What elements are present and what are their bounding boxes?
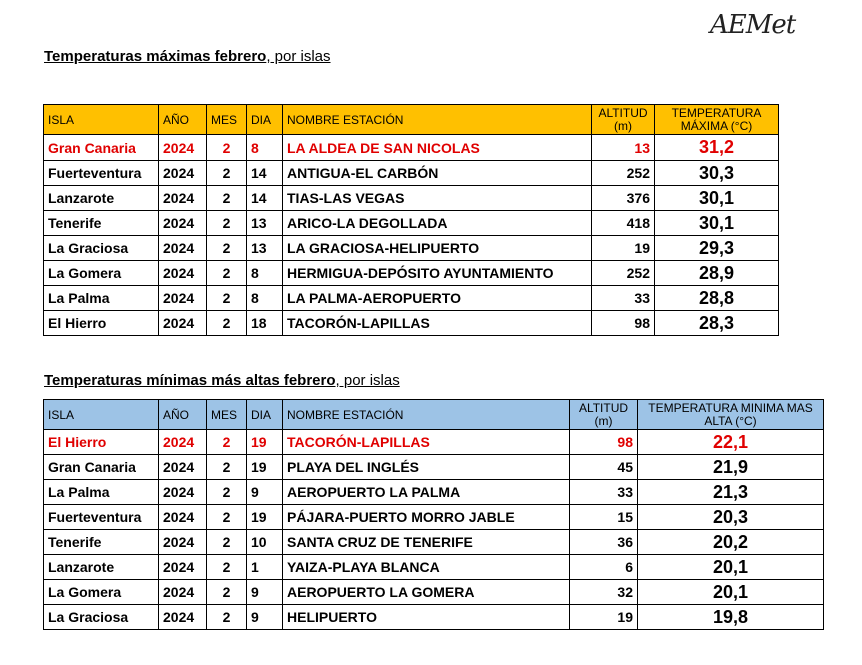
cell-dia: 8 (247, 135, 283, 161)
cell-temperatura: 30,3 (655, 161, 779, 186)
cell-estacion: YAIZA-PLAYA BLANCA (283, 555, 570, 580)
table-row (44, 135, 779, 161)
aemet-logo: AEMet (710, 10, 796, 40)
table-row (44, 480, 824, 505)
cell-altitud: 19 (592, 236, 655, 261)
table-row (44, 580, 824, 605)
cell-ano: 2024 (159, 261, 207, 286)
col-header-altitud: ALTITUD (m) (592, 105, 655, 135)
cell-isla: Tenerife (44, 530, 159, 555)
cell-mes: 2 (207, 135, 247, 161)
table-row (44, 186, 779, 211)
cell-mes: 2 (207, 286, 247, 311)
cell-ano: 2024 (159, 505, 207, 530)
cell-ano: 2024 (159, 480, 207, 505)
cell-dia: 14 (247, 161, 283, 186)
cell-estacion: ARICO-LA DEGOLLADA (283, 211, 592, 236)
cell-ano: 2024 (159, 455, 207, 480)
cell-mes: 2 (207, 530, 247, 555)
cell-dia: 1 (247, 555, 283, 580)
cell-estacion: TIAS-LAS VEGAS (283, 186, 592, 211)
cell-ano: 2024 (159, 186, 207, 211)
cell-dia: 14 (247, 186, 283, 211)
cell-mes: 2 (207, 211, 247, 236)
cell-isla: Gran Canaria (44, 455, 159, 480)
cell-isla: La Gomera (44, 261, 159, 286)
cell-altitud: 6 (570, 555, 638, 580)
cell-altitud: 252 (592, 261, 655, 286)
table-header-row (44, 105, 779, 135)
cell-altitud: 33 (592, 286, 655, 311)
cell-ano: 2024 (159, 286, 207, 311)
cell-mes: 2 (207, 505, 247, 530)
cell-altitud: 19 (570, 605, 638, 630)
col-header-dia: DIA (247, 400, 283, 430)
cell-mes: 2 (207, 161, 247, 186)
cell-ano: 2024 (159, 555, 207, 580)
cell-temperatura: 21,9 (638, 455, 824, 480)
cell-ano: 2024 (159, 236, 207, 261)
table-row (44, 211, 779, 236)
table-row (44, 605, 824, 630)
cell-mes: 2 (207, 186, 247, 211)
max-temperature-table (43, 104, 779, 336)
cell-mes: 2 (207, 580, 247, 605)
cell-ano: 2024 (159, 161, 207, 186)
cell-dia: 8 (247, 286, 283, 311)
cell-dia: 13 (247, 211, 283, 236)
table-row (44, 236, 779, 261)
cell-ano: 2024 (159, 530, 207, 555)
cell-dia: 9 (247, 580, 283, 605)
cell-altitud: 376 (592, 186, 655, 211)
cell-temperatura: 20,1 (638, 555, 824, 580)
cell-mes: 2 (207, 430, 247, 455)
cell-estacion: PÁJARA-PUERTO MORRO JABLE (283, 505, 570, 530)
cell-mes: 2 (207, 605, 247, 630)
cell-dia: 9 (247, 480, 283, 505)
cell-altitud: 32 (570, 580, 638, 605)
min-table-body (44, 430, 824, 630)
cell-altitud: 13 (592, 135, 655, 161)
cell-altitud: 45 (570, 455, 638, 480)
cell-dia: 10 (247, 530, 283, 555)
col-header-mes: MES (207, 105, 247, 135)
col-header-temperatura: TEMPERATURA MINIMA MAS ALTA (°C) (638, 400, 824, 430)
cell-mes: 2 (207, 555, 247, 580)
cell-temperatura: 20,1 (638, 580, 824, 605)
cell-dia: 13 (247, 236, 283, 261)
max-section-title: Temperaturas máximas febrero, por islas (44, 48, 331, 65)
cell-isla: El Hierro (44, 430, 159, 455)
table-row (44, 505, 824, 530)
col-header-temperatura: TEMPERATURA MÁXIMA (°C) (655, 105, 779, 135)
col-header-estacion: NOMBRE ESTACIÓN (283, 400, 570, 430)
table-row (44, 555, 824, 580)
table-header-row (44, 400, 824, 430)
cell-mes: 2 (207, 236, 247, 261)
col-header-mes: MES (207, 400, 247, 430)
cell-mes: 2 (207, 480, 247, 505)
table-row (44, 430, 824, 455)
cell-isla: La Graciosa (44, 236, 159, 261)
cell-mes: 2 (207, 311, 247, 336)
cell-isla: Tenerife (44, 211, 159, 236)
cell-dia: 9 (247, 605, 283, 630)
cell-isla: La Gomera (44, 580, 159, 605)
cell-estacion: AEROPUERTO LA GOMERA (283, 580, 570, 605)
cell-temperatura: 28,3 (655, 311, 779, 336)
cell-altitud: 33 (570, 480, 638, 505)
cell-estacion: HERMIGUA-DEPÓSITO AYUNTAMIENTO (283, 261, 592, 286)
cell-estacion: LA GRACIOSA-HELIPUERTO (283, 236, 592, 261)
table-row (44, 161, 779, 186)
cell-estacion: AEROPUERTO LA PALMA (283, 480, 570, 505)
table-row (44, 261, 779, 286)
cell-isla: Lanzarote (44, 555, 159, 580)
cell-isla: La Graciosa (44, 605, 159, 630)
cell-isla: Fuerteventura (44, 161, 159, 186)
cell-isla: Gran Canaria (44, 135, 159, 161)
col-header-altitud: ALTITUD (m) (570, 400, 638, 430)
cell-dia: 18 (247, 311, 283, 336)
cell-altitud: 36 (570, 530, 638, 555)
cell-estacion: LA PALMA-AEROPUERTO (283, 286, 592, 311)
col-header-estacion: NOMBRE ESTACIÓN (283, 105, 592, 135)
cell-isla: La Palma (44, 286, 159, 311)
cell-dia: 19 (247, 505, 283, 530)
cell-isla: La Palma (44, 480, 159, 505)
cell-temperatura: 31,2 (655, 135, 779, 161)
table-row (44, 530, 824, 555)
table-row (44, 286, 779, 311)
cell-estacion: TACORÓN-LAPILLAS (283, 311, 592, 336)
cell-temperatura: 21,3 (638, 480, 824, 505)
cell-ano: 2024 (159, 580, 207, 605)
cell-ano: 2024 (159, 311, 207, 336)
cell-estacion: TACORÓN-LAPILLAS (283, 430, 570, 455)
cell-mes: 2 (207, 455, 247, 480)
cell-ano: 2024 (159, 605, 207, 630)
col-header-dia: DIA (247, 105, 283, 135)
cell-estacion: LA ALDEA DE SAN NICOLAS (283, 135, 592, 161)
table-row (44, 311, 779, 336)
cell-isla: Fuerteventura (44, 505, 159, 530)
min-section-title: Temperaturas mínimas más altas febrero, por islas (44, 372, 400, 389)
cell-temperatura: 20,3 (638, 505, 824, 530)
cell-temperatura: 28,9 (655, 261, 779, 286)
cell-temperatura: 30,1 (655, 186, 779, 211)
cell-isla: El Hierro (44, 311, 159, 336)
cell-altitud: 98 (570, 430, 638, 455)
cell-dia: 19 (247, 430, 283, 455)
cell-altitud: 98 (592, 311, 655, 336)
max-table-body (44, 135, 779, 336)
cell-temperatura: 19,8 (638, 605, 824, 630)
col-header-isla: ISLA (44, 400, 159, 430)
cell-dia: 19 (247, 455, 283, 480)
cell-estacion: PLAYA DEL INGLÉS (283, 455, 570, 480)
cell-temperatura: 20,2 (638, 530, 824, 555)
cell-ano: 2024 (159, 135, 207, 161)
min-temperature-table (43, 399, 824, 630)
cell-estacion: SANTA CRUZ DE TENERIFE (283, 530, 570, 555)
cell-altitud: 15 (570, 505, 638, 530)
cell-altitud: 252 (592, 161, 655, 186)
cell-dia: 8 (247, 261, 283, 286)
cell-estacion: ANTIGUA-EL CARBÓN (283, 161, 592, 186)
cell-altitud: 418 (592, 211, 655, 236)
col-header-ano: AÑO (159, 105, 207, 135)
cell-temperatura: 28,8 (655, 286, 779, 311)
table-row (44, 455, 824, 480)
cell-ano: 2024 (159, 211, 207, 236)
col-header-isla: ISLA (44, 105, 159, 135)
cell-temperatura: 30,1 (655, 211, 779, 236)
cell-ano: 2024 (159, 430, 207, 455)
cell-estacion: HELIPUERTO (283, 605, 570, 630)
cell-mes: 2 (207, 261, 247, 286)
cell-isla: Lanzarote (44, 186, 159, 211)
cell-temperatura: 22,1 (638, 430, 824, 455)
col-header-ano: AÑO (159, 400, 207, 430)
cell-temperatura: 29,3 (655, 236, 779, 261)
